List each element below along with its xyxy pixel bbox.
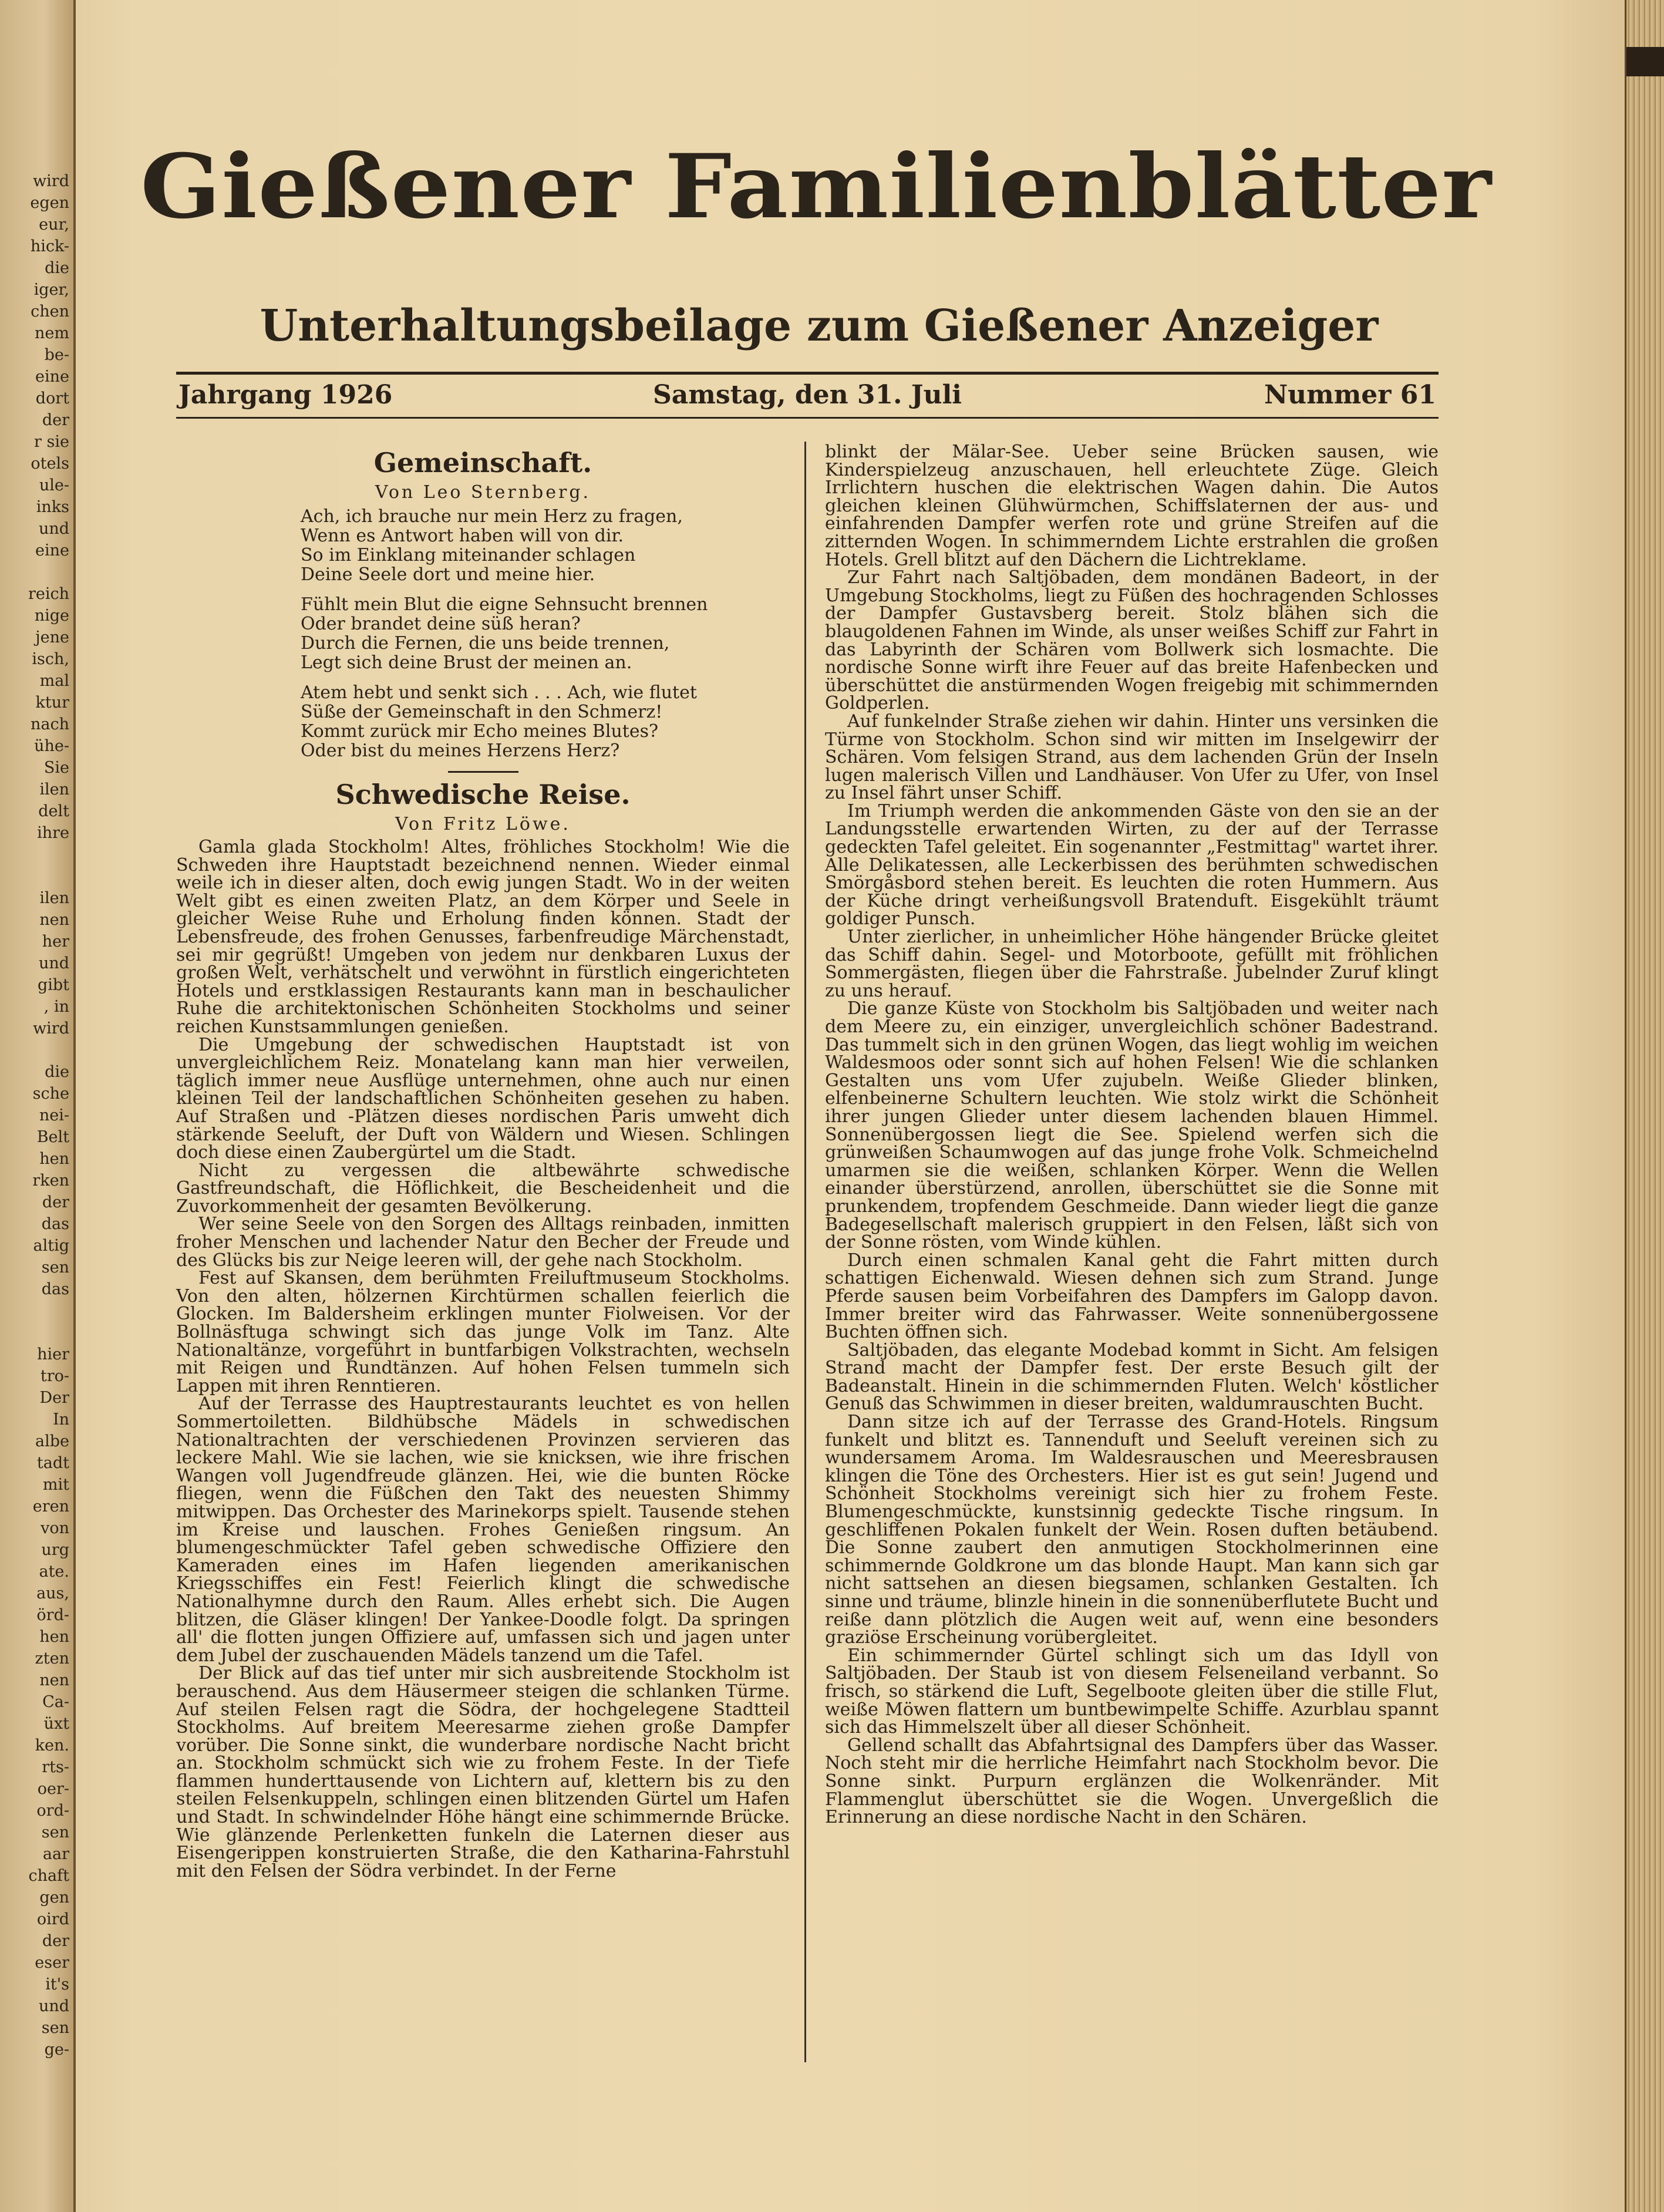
fragment-line: aar bbox=[42, 1845, 69, 1863]
fragment-line: chen bbox=[31, 302, 69, 321]
fragment-line: aus, bbox=[36, 1584, 69, 1602]
fragment-line: nige bbox=[34, 607, 69, 625]
fragment-line: der bbox=[42, 1932, 69, 1950]
paragraph: blinkt der Mälar-See. Ueber seine Brücken sausen, wie Kinderspielzeug anzuschauen, hell erleuchtete Züge. Gleich Irrlichtern huschen die elektrischen Wagen dahin. Die Autos gleichen kleinen Glühwürmchen, Schiffslaternen der aus- und einfahrenden Dampfer werfen rote und grüne Streifen auf die zitternden Wogen. In schimmerndem Lichte erstrahlen die großen Hotels. Grell blitzt auf den Dächern die Lichtreklame. bbox=[825, 442, 1439, 570]
fragment-line: gen bbox=[39, 1888, 69, 1907]
right-column bbox=[825, 443, 1439, 1827]
poem-line: Wenn es Antwort haben will von dir. bbox=[301, 526, 624, 546]
fragment-line: rken bbox=[32, 1171, 69, 1190]
paragraph: Dann sitze ich auf der Terrasse des Grand-Hotels. Ringsum funkelt und blitzt es. Tannenduft und Seeluft vereinen sich zu wundersamem Aroma. Im Waldesrauschen und Meeresbrausen klingen die Töne des Orchesters. Hier ist es gut sein! Jugend und Schönheit Stockholms vereinigt sich hier zu frohem Feste. Blumengeschmückte, kunstsinnig gedeckte Tische ringsum. In geschliffenen Pokalen funkelt der Wein. Rosen duften betäubend. Die Sonne zaubert den anmutigen Stockholmerinnen eine schimmernde Goldkrone um das blonde Haupt. Man kann sich gar nicht sattsehen an diesen biegsamen, schlanken Gestalten. Ich sinne und träume, blinzle hinein in die sonnenüberflutete Bucht und reiße dann plötzlich die Augen weit auf, wenn eine besonders graziöse Erscheinung vorübergleitet. bbox=[825, 1412, 1439, 1648]
poem-line: Ach, ich brauche nur mein Herz zu fragen, bbox=[301, 506, 683, 527]
poem-line: Atem hebt und senkt sich . . . Ach, wie flutet bbox=[301, 682, 697, 703]
fragment-line: das bbox=[41, 1280, 69, 1298]
fragment-line: eine bbox=[35, 368, 69, 386]
fragment-line: oird bbox=[36, 1910, 69, 1928]
paragraph: Durch einen schmalen Kanal geht die Fahrt mitten durch schattigen Eichenwald. Wiesen dehnen sich zum Strand. Junge Pferde sausen beim Vorbeifahren des Dampfers im Galopp davon. Immer breiter wird das Fahrwasser. Weite sonnenübergossene Buchten öffnen sich. bbox=[825, 1250, 1439, 1343]
fragment-line: jene bbox=[35, 628, 69, 647]
fragment-line bbox=[4, 561, 69, 583]
fragment-line: und bbox=[38, 1997, 69, 2015]
fragment-line: dort bbox=[35, 389, 69, 408]
fragment-line: otels bbox=[31, 454, 69, 473]
fragment-line: egen bbox=[30, 194, 69, 212]
paragraph: Gamla glada Stockholm! Altes, fröhliches Stockholm! Wie die Schweden ihre Hauptstadt bezeichnend nennen. Wieder einmal weile ich in dieser alten, doch ewig jungen Stadt. Wo in der weiten Welt gibt es einen zweiten Platz, an dem Körper und Seele in gleicher Weise Ruhe und Erholung finden können. Stadt der Lebensfreude, des frohen Genusses, farbenfreudige Märchenstadt, sei mir gegrüßt! Umgeben von jedem nur denkbaren Luxus der großen Welt, verhätschelt und verwöhnt in fürstlich eingerichteten Hotels und erstklassigen Restaurants kann man in beschaulicher Ruhe die architektonischen Schönheiten Stockholms und seiner reichen Kunstsammlungen genießen. bbox=[176, 837, 790, 1037]
fragment-line: Sie bbox=[43, 759, 69, 777]
fragment-line: sen bbox=[41, 1258, 69, 1277]
fragment-line: inks bbox=[36, 498, 69, 516]
article-text-right bbox=[825, 443, 1439, 1827]
fragment-line: Ca- bbox=[42, 1693, 69, 1711]
fragment-line: ihre bbox=[37, 824, 69, 842]
fragment-line: hier bbox=[37, 1345, 69, 1363]
fragment-line: gibt bbox=[37, 976, 69, 994]
poem-line: Fühlt mein Blut die eigne Sehnsucht brennen bbox=[301, 594, 708, 615]
paragraph: Unter zierlicher, in unheimlicher Höhe hängender Brücke gleitet das Schiff dahin. Segel- und Motorboote, gefüllt mit fröhlichen Sommergästen, fliegen über die Fahrstraße. Jubelnder Zuruf klingt zu uns herauf. bbox=[825, 927, 1439, 1001]
fragment-line: Belt bbox=[36, 1128, 69, 1146]
paragraph: Fest auf Skansen, dem berühmten Freiluftmuseum Stockholms. Von den alten, hölzernen Kirchtürmen schallen feierlich die Glocken. Im Baldersheim erklingen munter Fiolweisen. Vor der Bollnäsftuga schwingt sich das junge Volk im Tanz. Alte Nationaltänze, vorgeführt in buntfarbigen Volkstrachten, wechseln mit Reigen und Rundtänzen. Auf hohen Felsen tummeln sich Lappen mit ihren Renntieren. bbox=[176, 1268, 790, 1396]
fragment-line: mit bbox=[42, 1476, 69, 1494]
poem-title: Gemeinschaft. bbox=[373, 447, 592, 479]
fragment-line: urg bbox=[41, 1541, 69, 1559]
volume-year: Jahrgang 1926 bbox=[178, 380, 393, 410]
paragraph: Im Triumph werden die ankommenden Gäste von den sie an der Landungsstelle erwartenden Wirten, zu der auf der Terrasse gedeckten Tafel geleitet. Ein sogenannter „Festmittag" wartet ihrer. Alle Delikatessen, alle Leckerbissen des berühmten schwedischen Smörgåsbord stehen bereit. Es leuchten die roten Hummern. Aus der Küche dringt verheißungsvoll Bratenduft. Eisgekühlt träumt goldiger Punsch. bbox=[825, 800, 1439, 930]
adjacent-page-edge bbox=[0, 0, 76, 2212]
fragment-line: be- bbox=[44, 346, 69, 364]
paragraph: Gellend schallt das Abfahrtsignal des Dampfers über das Wasser. Noch steht mir die herrliche Heimfahrt nach Stockholm bevor. Die Sonne sinkt. Purpurn erglänzen die Wolkenränder. Mit Flammenglut überschüttet sie die Wogen. Unvergeßlich die Erinnerung an diese nordische Nacht in den Schären. bbox=[825, 1735, 1439, 1828]
poem-line: Deine Seele dort und meine hier. bbox=[301, 564, 595, 585]
fragment-line: hen bbox=[39, 1628, 69, 1646]
fragment-line: her bbox=[42, 932, 69, 951]
fragment-line: ktur bbox=[35, 693, 69, 712]
paragraph: Die Umgebung der schwedischen Hauptstadt ist von unvergleichlichem Reiz. Monatelang kann man hier verweilen, täglich immer neue Ausflüge unternehmen, ohne auch nur einen kleinen Teil der landschaftlichen Schönheiten gesehen zu haben. Auf Straßen und -Plätzen dieses nordischen Paris umweht dich stärkende Seeluft, der Duft von Wäldern und Wiesen. Schlingen doch diese einen Zaubergürtel um die Stadt. bbox=[176, 1034, 790, 1163]
fragment-line: die bbox=[45, 1063, 69, 1081]
masthead-title: Gießener Familienblätter bbox=[140, 135, 1493, 238]
fragment-line: altig bbox=[33, 1237, 69, 1255]
fragment-line: hen bbox=[39, 1150, 69, 1168]
fragment-line: isch, bbox=[32, 650, 69, 668]
poem-line: Legt sich deine Brust der meinen an. bbox=[301, 652, 632, 673]
fragment-line: wird bbox=[33, 1019, 69, 1038]
article-title: Schwedische Reise. bbox=[335, 779, 631, 810]
book-binding-edge bbox=[1625, 0, 1664, 2212]
fragment-line: sen bbox=[41, 2019, 69, 2037]
fragment-line: üxt bbox=[43, 1715, 69, 1733]
column-divider bbox=[804, 442, 806, 2062]
fragment-line: ilen bbox=[39, 780, 69, 799]
fragment-line: nem bbox=[35, 324, 69, 342]
issue-number: Nummer 61 bbox=[1264, 380, 1436, 410]
fragment-line: die bbox=[45, 259, 69, 277]
fragment-line: chaft bbox=[28, 1867, 69, 1885]
paragraph: Zur Fahrt nach Saltjöbaden, dem mondänen Badeort, in der Umgebung Stockholms, liegt zu Füßen des hochragenden Schlosses der Dampfer Gustavsberg bereit. Stolz blähen sich die blaugoldenen Fahnen im Winde, als unser weißes Schiff zur Fahrt in das Labyrinth der Schären vom Bollwerk sich losmachte. Die nordische Sonne wirft ihre Feuer auf das breite Hafenbecken und überschüttet die anstürmenden Wogen freigebig mit schimmernden Goldperlen. bbox=[825, 567, 1439, 714]
fragment-line: oer- bbox=[37, 1780, 69, 1798]
fragment-line: albe bbox=[35, 1432, 69, 1450]
fragment-line bbox=[4, 844, 69, 866]
fragment-line: ühe- bbox=[34, 737, 69, 755]
fragment-line: und bbox=[38, 520, 69, 538]
fragment-line: ord- bbox=[36, 1802, 69, 1820]
fragment-line: tro- bbox=[40, 1367, 69, 1385]
fragment-line: tadt bbox=[36, 1454, 69, 1472]
fragment-line: eur, bbox=[39, 216, 69, 234]
paragraph: Auf der Terrasse des Hauptrestaurants leuchtet es von hellen Sommertoiletten. Bildhübsche Mädels in schwedischen Nationaltrachten der verschiedenen Provinzen servieren das leckere Mahl. Wie sie lachen, wie sie knicksen, wie ihre frischen Wangen voll Jugendfreude glänzen. Hei, wie die bunten Röcke fliegen, wenn die Füßchen den Takt des neuesten Shimmy mitwippen. Das Orchester des Marinekorps spielt. Tausende stehen im Kreise und lauschen. Frohes Genießen ringsum. An blumengeschmückter Tafel geben schwedische Offiziere den Kameraden eines im Hafen liegenden amerikanischen Kriegsschiffes ein Fest! Feierlich klingt die schwedische Nationalhymne durch den Raum. Alles erhebt sich. Die Augen blitzen, die Gläser klingen! Der Yankee-Doodle folgt. Da springen all' die flotten jungen Offiziere auf, umfassen sich und jagen unter dem Jubel der zuschauenden Mädels tanzend um die Tafel. bbox=[176, 1393, 790, 1666]
fragment-line: eren bbox=[32, 1497, 69, 1516]
fragment-line: ate. bbox=[39, 1563, 69, 1581]
poem-stanza bbox=[301, 507, 790, 584]
fragment-line: Der bbox=[39, 1389, 69, 1407]
fragment-line: ule- bbox=[39, 476, 69, 494]
masthead-subtitle: Unterhaltungsbeilage zum Gießener Anzeiger bbox=[260, 301, 1379, 351]
fragment-line: it's bbox=[45, 1975, 69, 1994]
issue-date: Samstag, den 31. Juli bbox=[652, 380, 962, 410]
fragment-line: , in bbox=[43, 998, 69, 1016]
fragment-line: nach bbox=[31, 715, 69, 733]
fragment-line: nei- bbox=[39, 1106, 69, 1124]
fragment-line: In bbox=[52, 1410, 69, 1429]
poem-stanza bbox=[301, 683, 790, 760]
fragment-line: r sie bbox=[34, 433, 69, 451]
poem-line: Süße der Gemeinschaft in den Schmerz! bbox=[301, 702, 663, 722]
article-author: Von Fritz Löwe. bbox=[395, 814, 571, 834]
fragment-line bbox=[4, 1039, 69, 1061]
fragment-line: sen bbox=[41, 1823, 69, 1841]
paragraph: Auf funkelnder Straße ziehen wir dahin. Hinter uns versinken die Türme von Stockholm. Schon sind wir mitten im Inselgewirr der Schären. Vom felsigen Strand, aus dem lachenden Grün der Inseln lugen malerisch Villen und Landhäuser. Von Ufer zu Ufer, von Insel zu Insel fährt unser Schiff. bbox=[825, 711, 1439, 804]
dateline bbox=[176, 372, 1439, 419]
poem-line: Oder brandet deine süß heran? bbox=[301, 614, 581, 634]
fragment-line: ge- bbox=[44, 2041, 69, 2059]
paragraph: Die ganze Küste von Stockholm bis Saltjöbaden und weiter nach dem Meere zu, ein einziger, unvergleichlich schöner Badestrand. Das tummelt sich in den grünen Wogen, das liegt wohlig im weichen Waldesmoos oder sonnt sich auf hohen Felsen! Wie die schlanken Gestalten uns vom Ufer zujubeln. Weiße Glieder blinken, elfenbeinerne Schultern leuchten. Wie stolz wirkt die Schönheit ihrer jungen Glieder unter diesem lachenden blauen Himmel. Sonnenübergossen liegt die See. Spielend werfen sich die grünweißen Schaumwogen auf das junge frohe Volk. Schmeichelnd umarmen sie die weißen, schlanken Körper. Wenn die Wellen einander überstürzend, anrollen, überschüttet sie die Sonne mit prunkendem, tropfendem Geschmeide. Dann wieder liegt die ganze Badegesellschaft malerisch gruppiert in den Felsen, läßt sich von der Sonne rösten, vom Winde kühlen. bbox=[825, 998, 1439, 1253]
fragment-line: delt bbox=[38, 802, 69, 820]
fragment-line: nen bbox=[39, 911, 69, 929]
article-text-left bbox=[176, 839, 790, 1880]
fragment-line bbox=[4, 1300, 69, 1322]
fragment-line: hick- bbox=[30, 237, 69, 255]
paragraph: Saltjöbaden, das elegante Modebad kommt in Sicht. Am felsigen Strand macht der Dampfer fest. Der erste Besuch gilt der Badeanstalt. Hinein in die schimmernden Fluten. Welch' köstlicher Genuß das Schwimmen in dieser breiten, waldumrauschten Bucht. bbox=[825, 1339, 1439, 1415]
fragment-line: wird bbox=[33, 172, 69, 190]
poem-stanza bbox=[301, 595, 790, 672]
fragment-line: iger, bbox=[33, 281, 69, 299]
poem-author: Von Leo Sternberg. bbox=[375, 482, 591, 503]
poem-line: Kommt zurück mir Echo meines Blutes? bbox=[301, 721, 659, 742]
fragment-line bbox=[4, 866, 69, 887]
fragment-line: der bbox=[42, 411, 69, 429]
fragment-line: ken. bbox=[35, 1736, 69, 1755]
adjacent-page-text bbox=[4, 170, 69, 2061]
fragment-line: der bbox=[42, 1193, 69, 1211]
poem-line: So im Einklang miteinander schlagen bbox=[301, 545, 636, 565]
fragment-line: zten bbox=[35, 1649, 69, 1668]
paragraph: Wer seine Seele von den Sorgen des Alltags reinbaden, inmitten froher Menschen und lachender Natur den Becher der Freude und des Glücks bis zur Neige leeren will, der gehe nach Stockholm. bbox=[176, 1214, 790, 1271]
fragment-line: rts- bbox=[42, 1758, 69, 1776]
fragment-line: örd- bbox=[36, 1606, 69, 1624]
fragment-line: und bbox=[38, 954, 69, 972]
fragment-line bbox=[4, 1322, 69, 1344]
fragment-line: sche bbox=[32, 1085, 69, 1103]
section-separator bbox=[448, 771, 518, 773]
poem-line: Oder bist du meines Herzens Herz? bbox=[301, 740, 620, 761]
fragment-line: mal bbox=[39, 672, 69, 690]
fragment-line: nen bbox=[39, 1671, 69, 1689]
paragraph: Der Blick auf das tief unter mir sich ausbreitende Stockholm ist berauschend. Aus dem Häusermeer steigen die schlanken Türme. Auf steilen Felsen ragt die Södra, der hochgelegene Stadtteil Stockholms. Auf breitem Meeresarme ziehen große Dampfer vorüber. Die Sonne sinkt, die wunderbare nordische Nacht bricht an. Stockholm schmückt sich wie zu frohem Feste. In der Tiefe flammen hunderttausende von Lichtern auf, klettern bis zu den steilen Felsenkuppeln, schlingen einen blitzenden Gürtel um Hafen und Stadt. In schwindelnder Höhe hängt eine schimmernde Brücke. Wie glänzende Perlenketten funkeln die Laternen dieser aus Eisengerippen konstruierten Straße, die den Katharina-Fahrstuhl mit den Felsen der Södra verbindet. In der Ferne bbox=[176, 1663, 790, 1881]
fragment-line: reich bbox=[28, 585, 69, 603]
poem bbox=[301, 507, 790, 760]
paragraph: Ein schimmernder Gürtel schlingt sich um das Idyll von Saltjöbaden. Der Staub ist von diesem Felseneiland verbannt. So frisch, so stärkend die Luft, Segelboote gleiten über die stille Flut, weiße Möwen flattern um buntbewimpelte Schiffe. Azurblau spannt sich das Himmelszelt über all dieser Schönheit. bbox=[825, 1645, 1439, 1738]
poem-line: Durch die Fernen, die uns beide trennen, bbox=[301, 633, 670, 654]
fragment-line: eser bbox=[35, 1954, 69, 1972]
fragment-line: ilen bbox=[39, 889, 69, 907]
left-column bbox=[176, 443, 790, 1880]
fragment-line: von bbox=[41, 1519, 69, 1537]
paragraph: Nicht zu vergessen die altbewährte schwedische Gastfreundschaft, die Höflichkeit, die Bescheidenheit und die Zuvorkommenheit der gesamten Bevölkerung. bbox=[176, 1160, 790, 1217]
fragment-line: das bbox=[41, 1215, 69, 1233]
fragment-line: eine bbox=[35, 541, 69, 560]
